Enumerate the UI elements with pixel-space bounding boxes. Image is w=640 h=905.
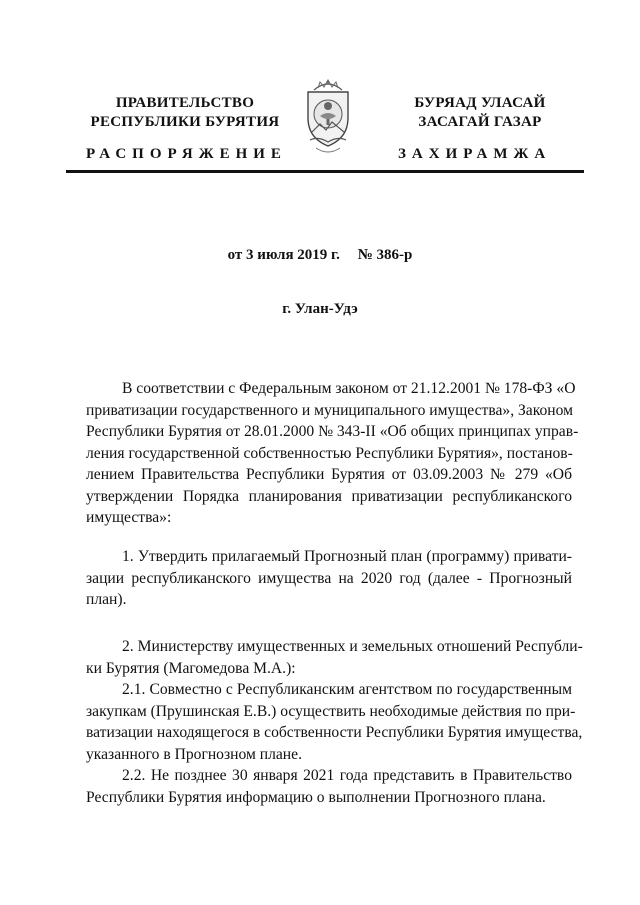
item-2-paragraph <box>86 636 583 808</box>
text-line: план). <box>86 591 127 608</box>
header-line: ЗАСАГАЙ ГАЗАР <box>418 114 542 130</box>
text-line: 2. Министерству имущественных и земельных отношений Республи- <box>122 638 583 655</box>
text-line: ки Бурятия (Магомедова М.А.): <box>86 659 296 677</box>
document-type-russian: РАСПОРЯЖЕНИЕ <box>86 146 287 162</box>
document-number: № 386-р <box>357 247 413 263</box>
text-line: ватизации находящегося в собственности Республики Бурятия имущества, <box>86 724 583 741</box>
text-line: указанного в Прогнозном плане. <box>86 745 302 763</box>
coat-of-arms-icon <box>300 76 356 160</box>
header-line: ПРАВИТЕЛЬСТВО <box>115 95 255 111</box>
document-dateline <box>0 247 640 264</box>
document-type-buryat: ЗАХИРАМЖА <box>398 146 552 162</box>
text-line: закупкам (Прушинская Е.В.) осуществить необходимые действия по при- <box>86 702 576 720</box>
document-date: от 3 июля 2019 г. <box>227 247 340 263</box>
text-line: ления государственной собственностью Республики Бурятия», постанов- <box>86 444 573 462</box>
text-line: В соответствии с Федеральным законом от 21.12.2001 № 178-ФЗ «О <box>122 380 576 397</box>
text-line: имущества»: <box>86 509 172 526</box>
text-line: 1. Утвердить прилагаемый Прогнозный план (программу) привати- <box>122 548 572 565</box>
text-line: приватизации государственного и муниципального имущества», Законом <box>86 401 574 419</box>
preamble-paragraph <box>86 378 579 529</box>
text-line: зации республиканского имущества на 2020 год (далее - Прогнозный <box>86 569 572 587</box>
header-divider <box>66 170 584 173</box>
text-line: Республики Бурятия от 28.01.2000 № 343-II «Об общих принципах управ- <box>86 423 579 440</box>
text-line: 2.2. Не позднее 30 января 2021 года представить в Правительство <box>122 767 572 784</box>
text-line: утверждении Порядка планирования приватизации республиканского <box>86 487 572 505</box>
header-line: РЕСПУБЛИКИ БУРЯТИЯ <box>90 114 280 130</box>
item-1-paragraph <box>86 546 572 611</box>
government-header-russian <box>70 94 300 132</box>
text-line: Республики Бурятия информацию о выполнении Прогнозного плана. <box>86 788 546 806</box>
document-city: г. Улан-Удэ <box>282 301 358 317</box>
government-header-buryat <box>380 94 580 132</box>
header-line: БУРЯАД УЛАСАЙ <box>414 95 546 111</box>
text-line: лением Правительства Республики Бурятия от 03.09.2003 № 279 «Об <box>86 466 572 483</box>
text-line: 2.1. Совместно с Республиканским агентством по государственным <box>122 681 572 698</box>
